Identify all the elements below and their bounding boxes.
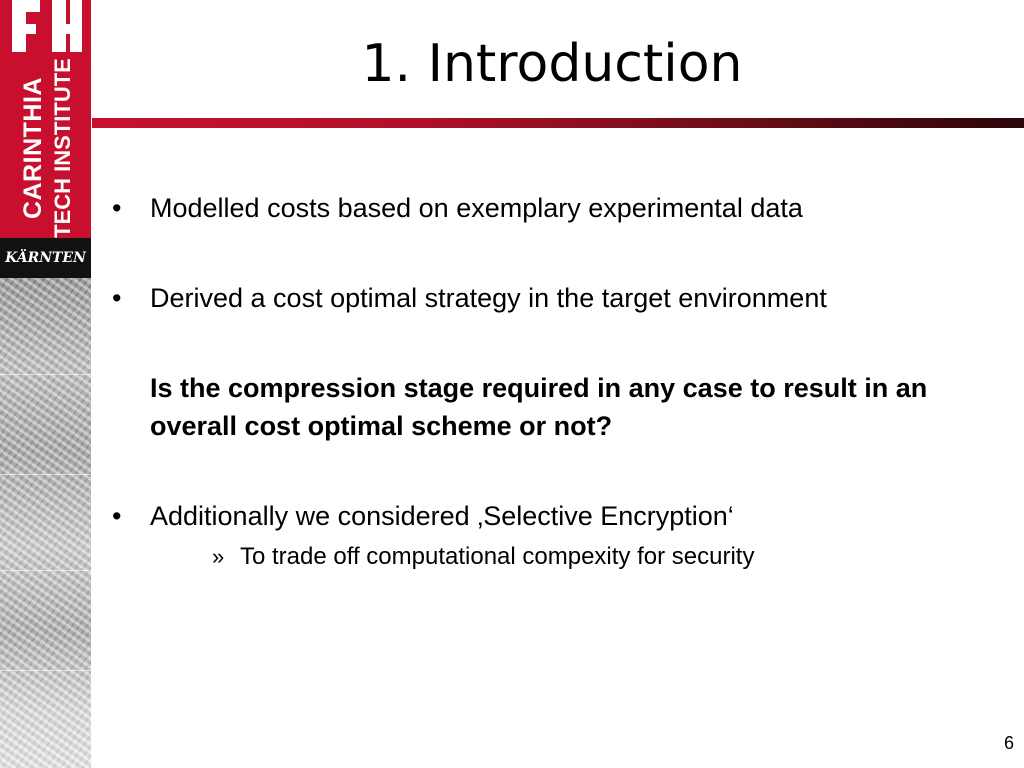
title-rule <box>92 118 1024 128</box>
sub-bullet-glyph: » <box>212 544 225 569</box>
photo-divider <box>0 474 91 475</box>
logo-line-2: TECH INSTITUTE <box>50 58 75 238</box>
logo-wordmark <box>18 38 78 258</box>
key-question: Is the compression stage required in any case to result in an overall cost optimal scheme or not? <box>150 373 928 441</box>
bullet-text: Additionally we considered ‚Selective Encryption‘ <box>150 501 734 531</box>
logo-line-1: CARINTHIA <box>19 77 47 219</box>
bullet-glyph: • <box>112 283 122 313</box>
sub-bullet-text: To trade off computational compexity for security <box>240 543 755 570</box>
page-number: 6 <box>1003 733 1014 753</box>
photo-divider <box>0 670 91 671</box>
sub-bullet-item <box>212 540 1020 574</box>
bullet-item <box>112 496 1024 536</box>
bullet-item <box>112 278 1024 318</box>
bullet-glyph: • <box>112 193 122 223</box>
bullet-text: Derived a cost optimal strategy in the target environment <box>150 283 827 313</box>
photo-divider <box>0 374 91 375</box>
slide-title: 1. Introduction <box>361 34 743 94</box>
sidebar-branding <box>0 0 91 768</box>
bullet-text: Modelled costs based on exemplary experimental data <box>150 193 803 223</box>
decorative-photo-strip <box>0 278 91 768</box>
logo-block <box>0 0 91 238</box>
photo-divider <box>0 570 91 571</box>
bullet-item <box>112 188 1024 228</box>
karnten-logo: KÄRNTEN <box>0 238 91 278</box>
bullet-glyph: • <box>112 501 122 531</box>
